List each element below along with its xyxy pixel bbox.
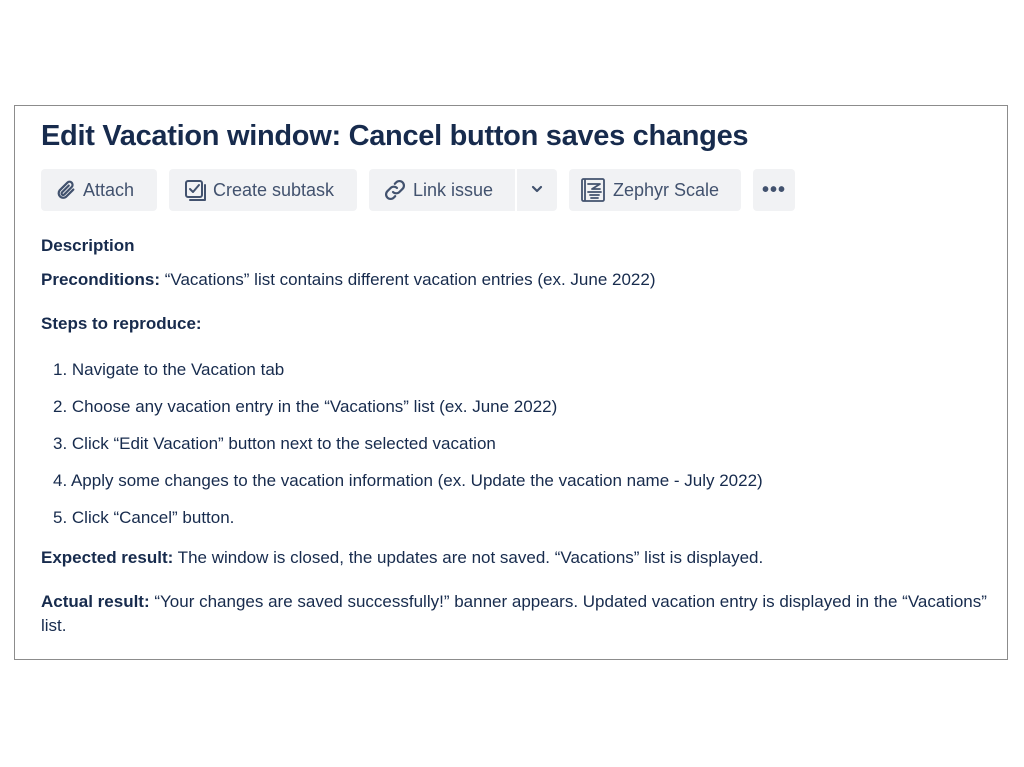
issue-panel [14,105,1008,660]
expected-result-text: The window is closed, the updates are not saved. “Vacations” list is displayed. [173,548,764,567]
zephyr-scale-label: Zephyr Scale [613,179,720,200]
paperclip-icon [55,179,77,201]
preconditions-text: “Vacations” list contains different vacation entries (ex. June 2022) [160,270,656,289]
link-icon [383,178,407,202]
actual-result-text: “Your changes are saved successfully!” banner appears. Updated vacation entry is displayed in the “Vacations” list. [41,592,987,635]
list-item: 3. Click “Edit Vacation” button next to the selected vacation [53,434,496,453]
subtask-icon [183,178,207,202]
link-issue-button[interactable] [369,169,515,211]
actual-result-label: Actual result: [41,592,150,611]
expected-result-label: Expected result: [41,548,174,567]
attach-label: Attach [83,179,135,200]
link-issue-dropdown-button[interactable] [515,169,557,211]
chevron-down-icon [530,180,544,201]
link-issue-group [369,169,557,211]
issue-title: Edit Vacation window: Cancel button saves changes [41,120,749,152]
create-subtask-label: Create subtask [213,179,335,200]
create-subtask-button[interactable] [169,169,357,211]
actual-result [41,590,991,638]
issue-description [41,234,991,638]
more-icon: ••• [761,178,786,201]
list-item: 5. Click “Cancel” button. [53,508,235,527]
list-item: 1. Navigate to the Vacation tab [53,360,285,379]
list-item: 4. Apply some changes to the vacation information (ex. Update the vacation name - July 2022) [53,471,763,490]
link-issue-label: Link issue [413,179,494,200]
preconditions [41,268,991,292]
steps-heading: Steps to reproduce: [41,314,202,333]
expected-result [41,546,991,570]
preconditions-label: Preconditions: [41,270,161,289]
more-actions-button[interactable] [753,169,795,211]
issue-toolbar [41,169,795,211]
zephyr-scale-button[interactable] [569,169,741,211]
list-item: 2. Choose any vacation entry in the “Vacations” list (ex. June 2022) [53,397,558,416]
description-heading: Description [41,236,135,255]
steps-list [41,358,991,530]
attach-button[interactable] [41,169,157,211]
zephyr-scale-icon [579,176,607,204]
